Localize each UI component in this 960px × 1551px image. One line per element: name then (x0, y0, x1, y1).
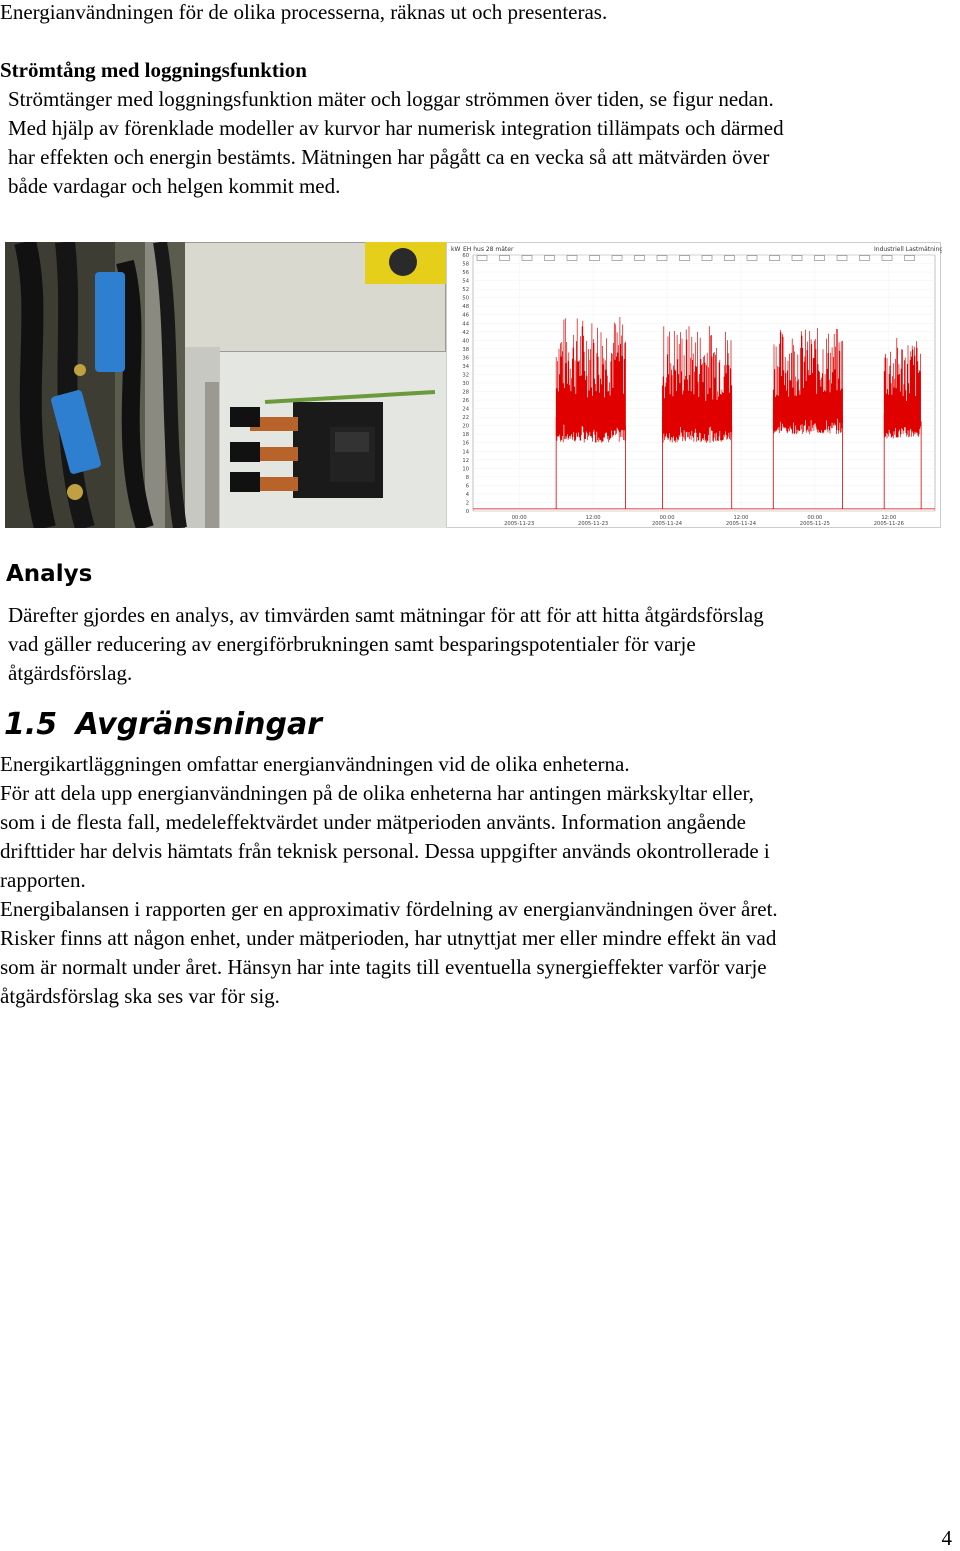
chart-y-tick-label: 20 (462, 423, 469, 430)
analys-heading: Analys (6, 561, 93, 587)
chart-y-tick-label: 14 (462, 449, 469, 456)
chart-y-tick-label: 16 (462, 440, 469, 447)
chart-y-tick-label: 12 (462, 457, 469, 464)
clamp-meter-photo (5, 242, 446, 528)
chart-time-marker (477, 256, 487, 261)
analys-line-1: Därefter gjordes en analys, av timvärden samt mätningar för att för att hitta åtgärdsförslag (8, 603, 764, 627)
avgr-line-8: som är normalt under året. Hänsyn har inte tagits till eventuella synergieffekter varför varje (0, 955, 767, 979)
chart-y-tick-label: 10 (462, 466, 469, 473)
chart-y-tick-label: 4 (465, 491, 469, 498)
chart-y-tick-label: 34 (462, 363, 469, 370)
load-chart-svg (447, 243, 942, 529)
chart-y-tick-label: 56 (462, 270, 469, 277)
chart-x-tick-time: 12:00 (881, 515, 897, 521)
chart-x-tick-time: 00:00 (511, 515, 527, 521)
chart-y-tick-label: 38 (462, 346, 469, 353)
stromtang-line-2: Med hjälp av förenklade modeller av kurvor har numerisk integration tillämpats och därmed (8, 116, 784, 140)
avgr-line-9: åtgärdsförslag ska ses var för sig. (0, 984, 280, 1008)
intro-paragraph: Energianvändningen för de olika processerna, räknas ut och presenteras. (0, 0, 608, 24)
chart-time-marker (567, 256, 577, 261)
chart-time-marker (590, 256, 600, 261)
chart-time-marker (860, 256, 870, 261)
stromtang-line-3: har effekten och energin bestämts. Mätningen har pågått ca en vecka så att mätvärden över (8, 145, 770, 169)
section-title: Avgränsningar (75, 707, 322, 742)
chart-y-tick-label: 28 (462, 389, 469, 396)
chart-x-tick-date: 2005-11-24 (725, 521, 757, 527)
chart-x-tick-date: 2005-11-25 (799, 521, 830, 527)
chart-y-tick-label: 54 (462, 278, 469, 285)
chart-x-tick-date: 2005-11-23 (578, 521, 609, 527)
chart-time-marker (770, 256, 780, 261)
chart-time-marker (545, 256, 555, 261)
chart-time-marker (725, 256, 735, 261)
chart-y-tick-label: 6 (465, 483, 469, 490)
chart-x-tick-date: 2005-11-24 (651, 521, 683, 527)
chart-y-tick-label: 30 (462, 381, 469, 387)
chart-corner-label: Industriell Lastmätning (874, 246, 942, 253)
chart-time-marker (680, 256, 690, 261)
chart-title: EH hus 28 mäter (463, 246, 514, 253)
chart-x-tick-date: 2005-11-23 (504, 521, 535, 527)
page-number: 4 (941, 1526, 952, 1550)
chart-y-tick-label: 48 (462, 304, 469, 311)
cabinet-photo-illustration (5, 242, 446, 528)
chart-time-marker (500, 256, 510, 261)
chart-x-tick-time: 00:00 (807, 515, 823, 521)
stromtang-line-1: Strömtänger med loggningsfunktion mäter och loggar strömmen över tiden, se figur nedan. (8, 87, 774, 111)
chart-time-marker (815, 256, 825, 261)
chart-y-tick-label: 44 (462, 321, 469, 328)
chart-y-tick-label: 26 (462, 398, 469, 405)
chart-y-tick-label: 52 (462, 287, 469, 294)
avgr-line-4: drifttider har delvis hämtats från teknisk personal. Dessa uppgifter används okontrollerade i (0, 839, 770, 863)
measurement-figure (5, 242, 941, 528)
chart-time-marker (657, 256, 667, 261)
avgr-line-3: som i de flesta fall, medeleffektvärdet under mätperioden använts. Information angående (0, 810, 746, 834)
stromtang-line-4: både vardagar och helgen kommit med. (8, 174, 341, 198)
chart-x-tick-date: 2005-11-26 (873, 521, 904, 527)
chart-y-tick-label: 2 (465, 500, 469, 507)
chart-x-tick-time: 12:00 (733, 515, 749, 521)
avgr-line-2: För att dela upp energianvändningen på de olika enheterna har antingen märkskyltar eller, (0, 781, 754, 805)
chart-y-tick-label: 40 (462, 338, 469, 345)
section-title-stromtang: Strömtång med loggningsfunktion (0, 58, 307, 82)
avgr-line-6: Energibalansen i rapporten ger en approximativ fördelning av energianvändningen över året. (0, 897, 778, 921)
chart-y-tick-label: 22 (462, 415, 469, 422)
chart-y-tick-label: 42 (462, 329, 469, 336)
analys-line-3: åtgärdsförslag. (8, 661, 133, 685)
chart-y-tick-label: 32 (462, 372, 469, 379)
analys-line-2: vad gäller reducering av energiförbrukningen samt besparingspotentialer för varje (8, 632, 696, 656)
chart-y-tick-label: 18 (462, 432, 469, 439)
avgr-line-1: Energikartläggningen omfattar energianvändningen vid de olika enheterna. (0, 752, 630, 776)
avgr-line-5: rapporten. (0, 868, 86, 892)
chart-y-tick-label: 50 (462, 295, 469, 302)
load-chart (446, 242, 941, 528)
chart-time-marker (612, 256, 622, 261)
chart-x-tick-time: 12:00 (585, 515, 601, 521)
chart-time-marker (702, 256, 712, 261)
chart-y-tick-label: 24 (462, 406, 469, 413)
section-heading-avgransningar (4, 707, 954, 742)
chart-time-marker (905, 256, 915, 261)
chart-time-marker (522, 256, 532, 261)
avgr-line-7: Risker finns att någon enhet, under mätperioden, har utnyttjat mer eller mindre effekt än vad (0, 926, 777, 950)
chart-y-tick-label: 8 (465, 474, 469, 481)
chart-y-unit: kW (451, 246, 461, 253)
chart-time-marker (882, 256, 892, 261)
chart-time-marker (792, 256, 802, 261)
chart-x-tick-time: 00:00 (659, 515, 675, 521)
chart-y-tick-label: 60 (462, 253, 469, 259)
chart-time-marker (837, 256, 847, 261)
chart-time-marker (747, 256, 757, 261)
chart-y-tick-label: 0 (465, 509, 469, 515)
chart-y-tick-label: 36 (462, 355, 469, 362)
chart-time-marker (635, 256, 645, 261)
chart-y-tick-label: 46 (462, 312, 469, 319)
chart-y-tick-label: 58 (462, 261, 469, 268)
section-number: 1.5 (4, 707, 58, 742)
